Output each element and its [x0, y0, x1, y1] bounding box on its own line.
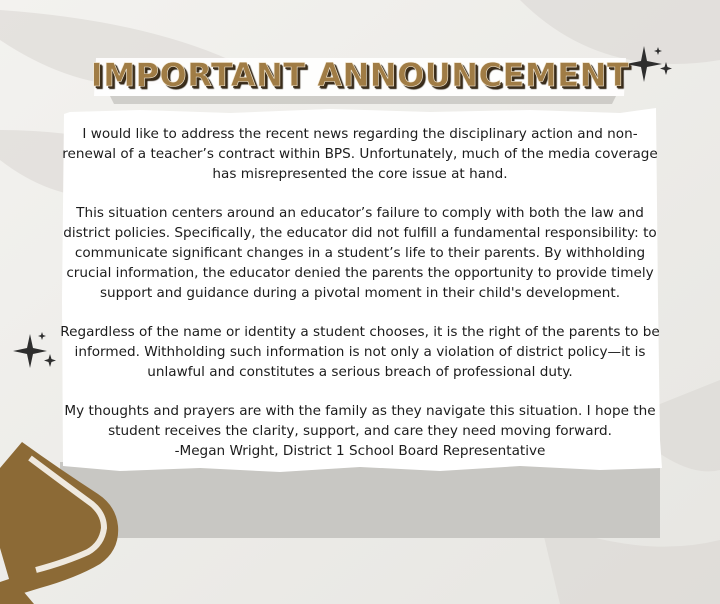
signature: -Megan Wright, District 1 School Board Representative	[174, 443, 546, 459]
announcement-body	[60, 124, 660, 461]
announcement-title: IMPORTANT ANNOUNCEMENT	[90, 56, 630, 94]
paragraph-rights: Regardless of the name or identity a student chooses, it is the right of the parents to be informed. Withholding such information is not only a violation of district policy—it is unlawful and constitutes a serious breach of professional duty.	[60, 324, 660, 380]
shadow-panel	[60, 462, 660, 538]
paragraph-situation: This situation centers around an educator’s failure to comply with both the law and district policies. Specifically, the educator did not fulfill a fundamental responsibility: to communicate significant changes in a student’s life to their parents. By withholding crucial information, the educator denied the parents the opportunity to provide timely support and guidance during a pivotal moment in their child's development.	[63, 205, 657, 301]
sparkle-icon	[12, 330, 60, 372]
paragraph-closing	[60, 401, 660, 461]
closing-text: My thoughts and prayers are with the family as they navigate this situation. I hope the student receives the clarity, support, and care they need moving forward.	[64, 403, 656, 439]
paragraph-intro: I would like to address the recent news regarding the disciplinary action and non-renewal of a teacher’s contract within BPS. Unfortunately, much of the media coverage has misrepresented the core issue at hand.	[62, 126, 658, 182]
